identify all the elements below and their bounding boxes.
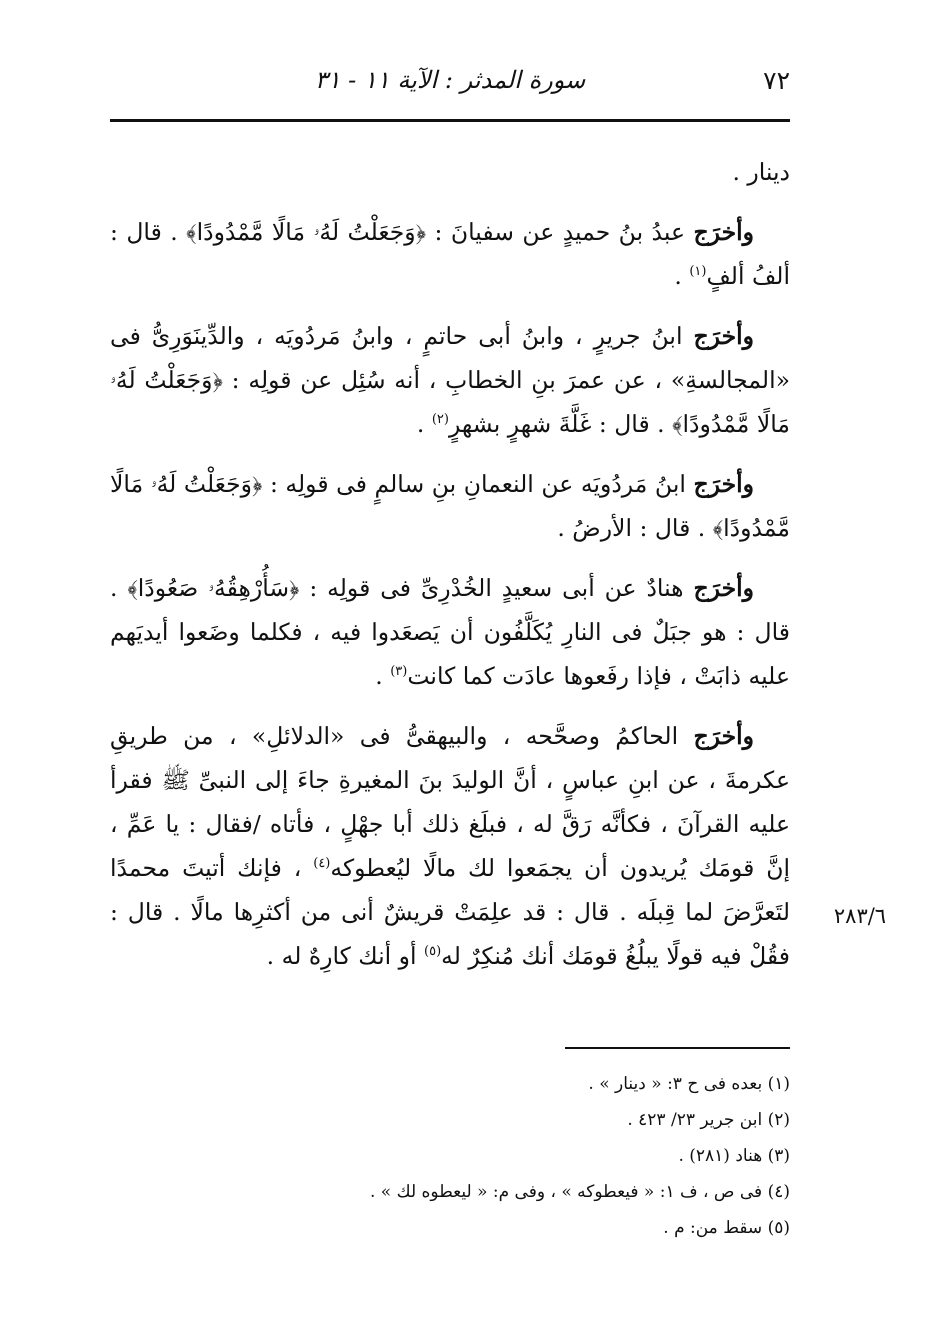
footnote-3: (٣) هناد (٢٨١) . (678, 1146, 790, 1166)
paragraph-text: ابنُ مَردُويَه عن النعمانِ بنِ سالمٍ فى قولِه : ﴿وَجَعَلْتُ لَهُۥ مَالًا مَّمْدُودًا﴾ . قال : الأرضُ . (110, 470, 790, 542)
paragraph-text: هنادٌ عن أبى سعيدٍ الخُدْرِىِّ فى قولِه : ﴿سَأُرْهِقُهُۥ صَعُودًا﴾ . قال : هو جبَلٌ فى النارِ يُكَلَّفُون أن يَصعَدوا فيه ، فكلما وضَعوا أيديَهم عليه ذابَتْ ، فإذا رفَعوها عادَت كما كانت (110, 574, 790, 690)
keyword-akhraja: وأخرَج (693, 470, 754, 498)
keyword-akhraja: وأخرَج (693, 574, 754, 602)
footnote-ref: (٥) (424, 944, 442, 960)
paragraph-3 (110, 314, 790, 446)
paragraph-2 (110, 210, 790, 298)
paragraph-1 (110, 150, 790, 194)
paragraph-text: أو أنك كارِهٌ له . (266, 942, 424, 970)
footnote-ref: (٤) (313, 856, 331, 872)
footnote-5: (٥) سقط من: م . (663, 1218, 790, 1238)
paragraph-text: عبدُ بنُ حميدٍ عن سفيانَ : ﴿وَجَعَلْتُ لَهُۥ مَالًا مَّمْدُودًا﴾ . قال : ألفُ ألفٍ (110, 218, 790, 290)
keyword-akhraja: وأخرَج (693, 722, 754, 750)
paragraph-text: الحاكمُ وصحَّحه ، والبيهقىُّ فى «الدلائلِ» ، من طريقِ عكرمةَ ، عن ابنِ عباسٍ ، أنَّ الوليدَ بنَ المغيرةِ جاءَ إلى النبىِّ ﷺ فقرأ عليه القرآنَ ، فكأنَّه رَقَّ له ، فبلَغ ذلك أبا جهْلٍ ، فأتاه /فقال : يا عَمِّ ، إنَّ قومَك يُريدون أن يجمَعوا لك مالًا ليُعطوكه (110, 722, 790, 882)
page-number: ٧٢ (763, 66, 790, 95)
paragraph-4 (110, 462, 790, 550)
footnote-4: (٤) فى ص ، ف ١: « فيعطوكه » ، وفى م: « ليعطوه لك » . (370, 1182, 790, 1202)
paragraph-text: ابنُ جريرٍ ، وابنُ أبى حاتمٍ ، وابنُ مَردُويَه ، والدِّينَوَرِىُّ فى «المجالسةِ» ، عن عمرَ بنِ الخطابِ ، أنه سُئِل عن قولِه : ﴿وَجَعَلْتُ لَهُۥ مَالًا مَّمْدُودًا﴾ . قال : غَلَّةَ شهرٍ بشهرٍ (110, 322, 790, 438)
footnote-rule (565, 1047, 790, 1049)
header-rule (110, 119, 790, 122)
margin-reference: ٢٨٣/٦ (833, 904, 887, 928)
paragraph-text: ، فإنك أتيتَ محمدًا لتَعرَّضَ لما قِبلَه . قال : قد علِمَتْ قريشٌ أنى من أكثرِها مالًا . قال : فقُلْ فيه قولًا يبلُغُ قومَك أنك مُنكِرٌ له (110, 854, 790, 970)
footnote-ref: (٣) (390, 664, 408, 680)
paragraph-5 (110, 566, 790, 698)
footnote-2: (٢) ابن جرير ٢٣/ ٤٢٣ . (627, 1110, 790, 1130)
paragraph-text-end: . (416, 410, 432, 438)
footnote-ref: (٢) (431, 412, 449, 428)
running-title: سورة المدثر : الآية ١١ - ٣١ (314, 66, 586, 94)
keyword-akhraja: وأخرَج (693, 322, 754, 350)
paragraph-text: دينار . (732, 158, 790, 186)
footnotes (110, 1066, 790, 1246)
paragraph-text-end: . (674, 262, 690, 290)
footnote-ref: (١) (689, 264, 707, 280)
paragraph-6 (110, 714, 790, 978)
main-text (110, 150, 790, 978)
page-header (110, 62, 790, 106)
keyword-akhraja: وأخرَج (693, 218, 754, 246)
footnote-1: (١) بعده فى ح ٣: « دينار » . (588, 1074, 790, 1094)
paragraph-text-end: . (375, 662, 391, 690)
